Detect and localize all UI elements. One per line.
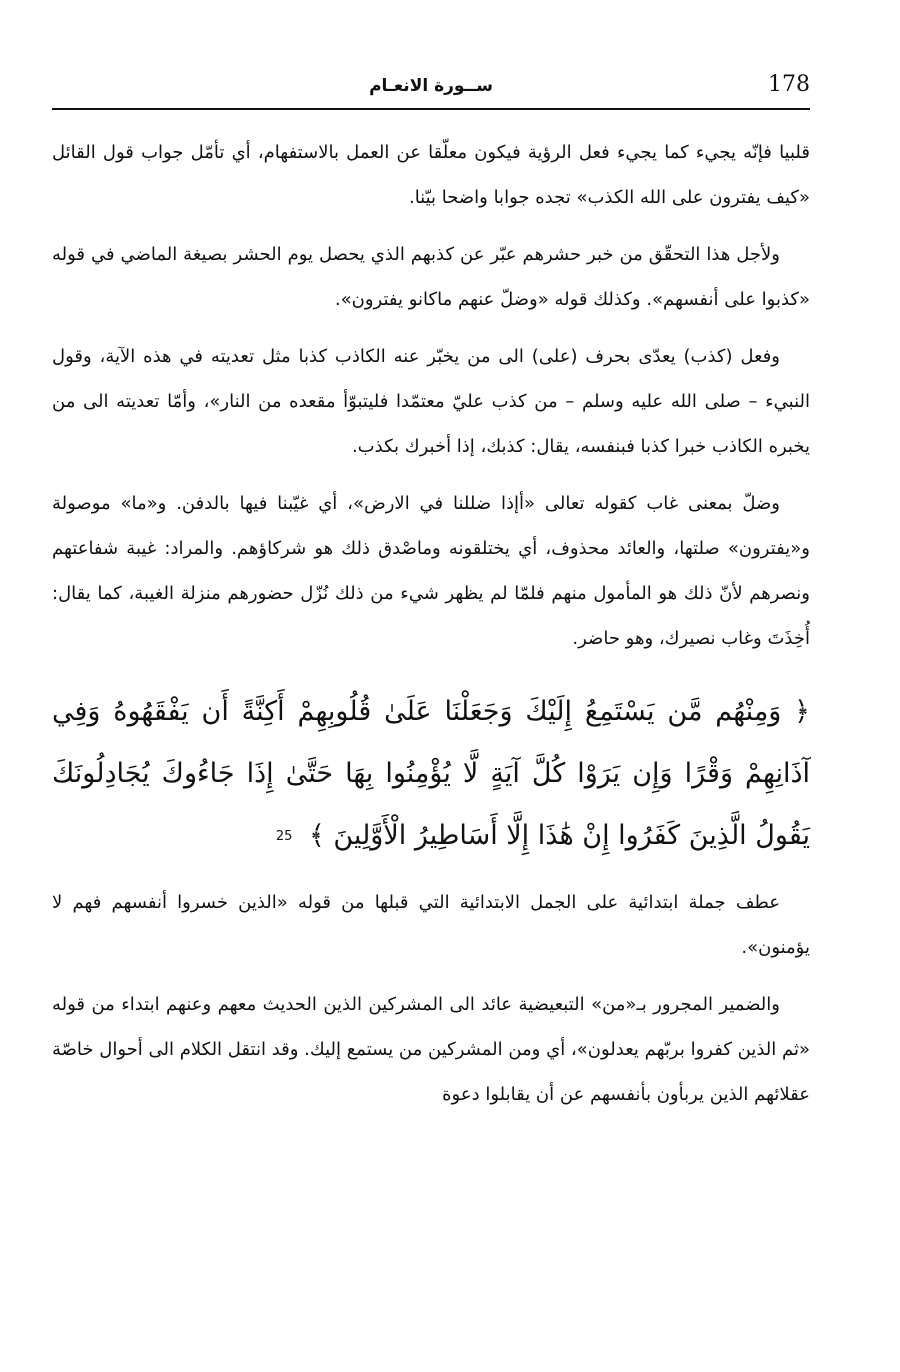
header-rule: [52, 108, 810, 110]
quran-verse: [52, 681, 810, 868]
paragraph: ولأجل هذا التحقّق من خبر حشرهم عبّر عن كذبهم الذي يحصل يوم الحشر بصيغة الماضي في قوله «كذبوا على أنفسهم». وكذلك قوله «وضلّ عنهم ماكانو يفترون».: [52, 244, 810, 310]
verse-number: 25: [275, 828, 293, 844]
paragraph: والضمير المجرور بـ«من» التبعيضية عائد الى المشركين الذين الحديث معهم وعنهم ابتداء من قوله «ثم الذين كفروا بربّهم يعدلون»، أي ومن المشركين من يستمع إليك. وقد انتقل الكلام الى أحوال خاصّة عقلائهم الذين يربأون بأنفسهم عن أن يقابلوا دعوة: [52, 993, 810, 1105]
paragraph: وفعل (كذب) يعدّى بحرف (على) الى من يخبّر عنه الكاذب كذبا مثل تعديته في هذه الآية، وقول النبيء – صلى الله عليه وسلم – من كذب عليّ معتمّدا فليتبوّأ مقعده من النار»، وأمّا تعديته الى من يخبره الكاذب خبرا كذبا فبنفسه، يقال: كذبك، إذا أخبرك بكذب.: [52, 346, 810, 457]
page-number: 178: [768, 72, 810, 97]
surah-title: ســورة الانعـام: [369, 76, 493, 96]
page-header: [52, 72, 810, 106]
body-text: [52, 130, 810, 1117]
verse-text: ﴿ وَمِنْهُم مَّن يَسْتَمِعُ إِلَيْكَ وَجَعَلْنَا عَلَىٰ قُلُوبِهِمْ أَكِنَّةً أَن يَفْقَهُوهُ وَفِي آذَانِهِمْ وَقْرًا وَإِن يَرَوْا كُلَّ آيَةٍ لَّا يُؤْمِنُوا بِهَا حَتَّىٰ إِذَا جَاءُوكَ يُجَادِلُونَكَ يَقُولُ الَّذِينَ كَفَرُوا إِنْ هَٰذَا إِلَّا أَسَاطِيرُ الْأَوَّلِينَ ﴾: [52, 696, 810, 851]
paragraph: عطف جملة ابتدائية على الجمل الابتدائية التي قبلها من قوله «الذين خسروا أنفسهم فهم لا يؤمنون».: [52, 891, 810, 958]
paragraph: قلبيا فإنّه يجيء كما يجيء فعل الرؤية فيكون معلّقا عن العمل بالاستفهام، أي تأمّل جواب قول القائل «كيف يفترون على الله الكذب» تجده جوابا واضحا بيّنا.: [52, 142, 810, 208]
paragraph: وضلّ بمعنى غاب كقوله تعالى «أإذا ضللنا في الارض»، أي غيّبنا فيها بالدفن. و«ما» موصولة و«يفترون» صلتها، والعائد محذوف، أي يختلقونه وماصْدق ذلك هو شركاؤهم. والمراد: غيبة شفاعتهم ونصرهم لأنّ ذلك هو المأمول منهم فلمّا لم يظهر شيء من ذلك نُزّل حضورهم منزلة الغيبة، كما يقال: أُخِذَتَ وغاب نصيرك، وهو حاضر.: [52, 493, 810, 649]
